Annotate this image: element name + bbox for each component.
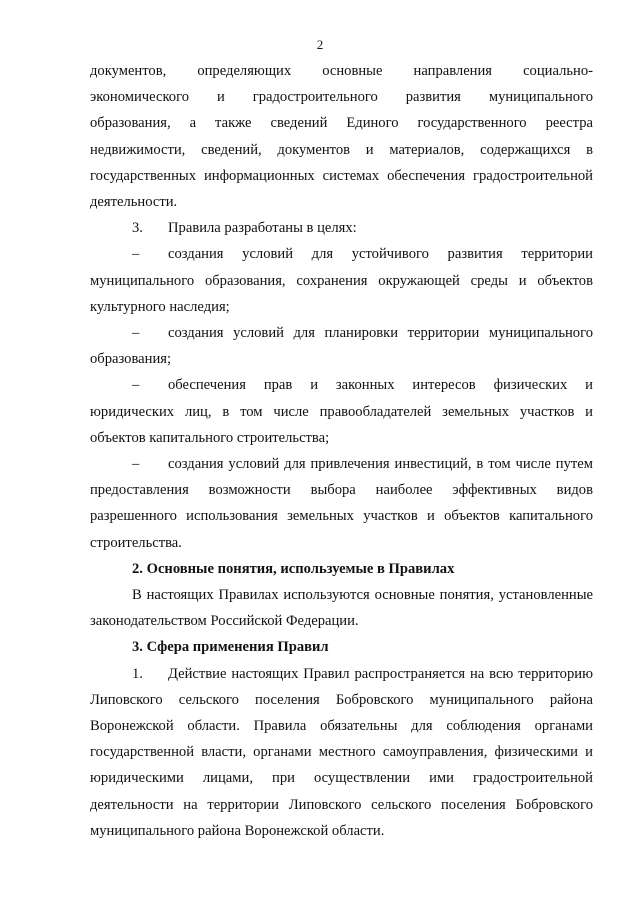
bullet-text: создания условий для устойчивого развития территории муниципального образования, сохранения окружающей среды и объектов культурного наследия;	[90, 246, 593, 315]
text-line: недвижимости, сведений, документов и материалов, содержащихся в	[90, 141, 593, 158]
section-heading: 3. Сфера применения Правил	[132, 639, 329, 656]
item-text: Действие настоящих Правил распространяется на всю территорию Липовского сельского поселения Бобровского муниципального района Воронежской области. Правила обязательны для соблюдения органами государственной власти, органами местного самоуправления, физическими и юридическими лицами, при осуществлении ими градостроительной деятельности на территории Липовского сельского поселения Бобровского муниципального района Воронежской области.	[90, 665, 593, 839]
bullet-text: создания условий для привлечения инвестиций, в том числе путем предоставления возможности выбора наиболее эффективных видов разрешенного использования земельных участков и объектов капитального строительства.	[90, 456, 593, 551]
text-line: государственных информационных системах обеспечения градостроительной	[90, 167, 593, 184]
text-line: деятельности.	[90, 194, 178, 211]
document-body	[90, 58, 593, 844]
text-line: документов, определяющих основные направления социально-	[90, 63, 593, 79]
text-line: образования, а также сведений Единого государственного реестра	[90, 115, 593, 132]
paragraph: В настоящих Правилах используются основные понятия, установленные законодательством Российской Федерации.	[90, 587, 593, 630]
bullet-item	[90, 451, 593, 556]
bullet-item	[90, 320, 593, 372]
bullet-text: создания условий для планировки территории муниципального образования;	[90, 325, 593, 368]
bullet-text: обеспечения прав и законных интересов физических и юридических лиц, в том числе правообладателей земельных участков и объектов капитального строительства;	[90, 377, 593, 446]
bullet-item	[90, 372, 593, 451]
list-item-1	[90, 661, 593, 844]
item-number: 3.	[132, 220, 143, 237]
item-text: Правила разработаны в целях:	[168, 220, 357, 237]
list-item-3	[90, 215, 593, 241]
dash-marker: –	[132, 246, 140, 263]
section-heading: 2. Основные понятия, используемые в Правилах	[132, 560, 455, 577]
dash-marker: –	[132, 456, 140, 473]
dash-marker: –	[132, 377, 140, 394]
text-line: экономического и градостроительного развития муниципального	[90, 89, 593, 106]
item-number: 1.	[132, 665, 143, 682]
dash-marker: –	[132, 325, 140, 342]
bullet-item	[90, 241, 593, 320]
page-number: 2	[316, 37, 324, 52]
